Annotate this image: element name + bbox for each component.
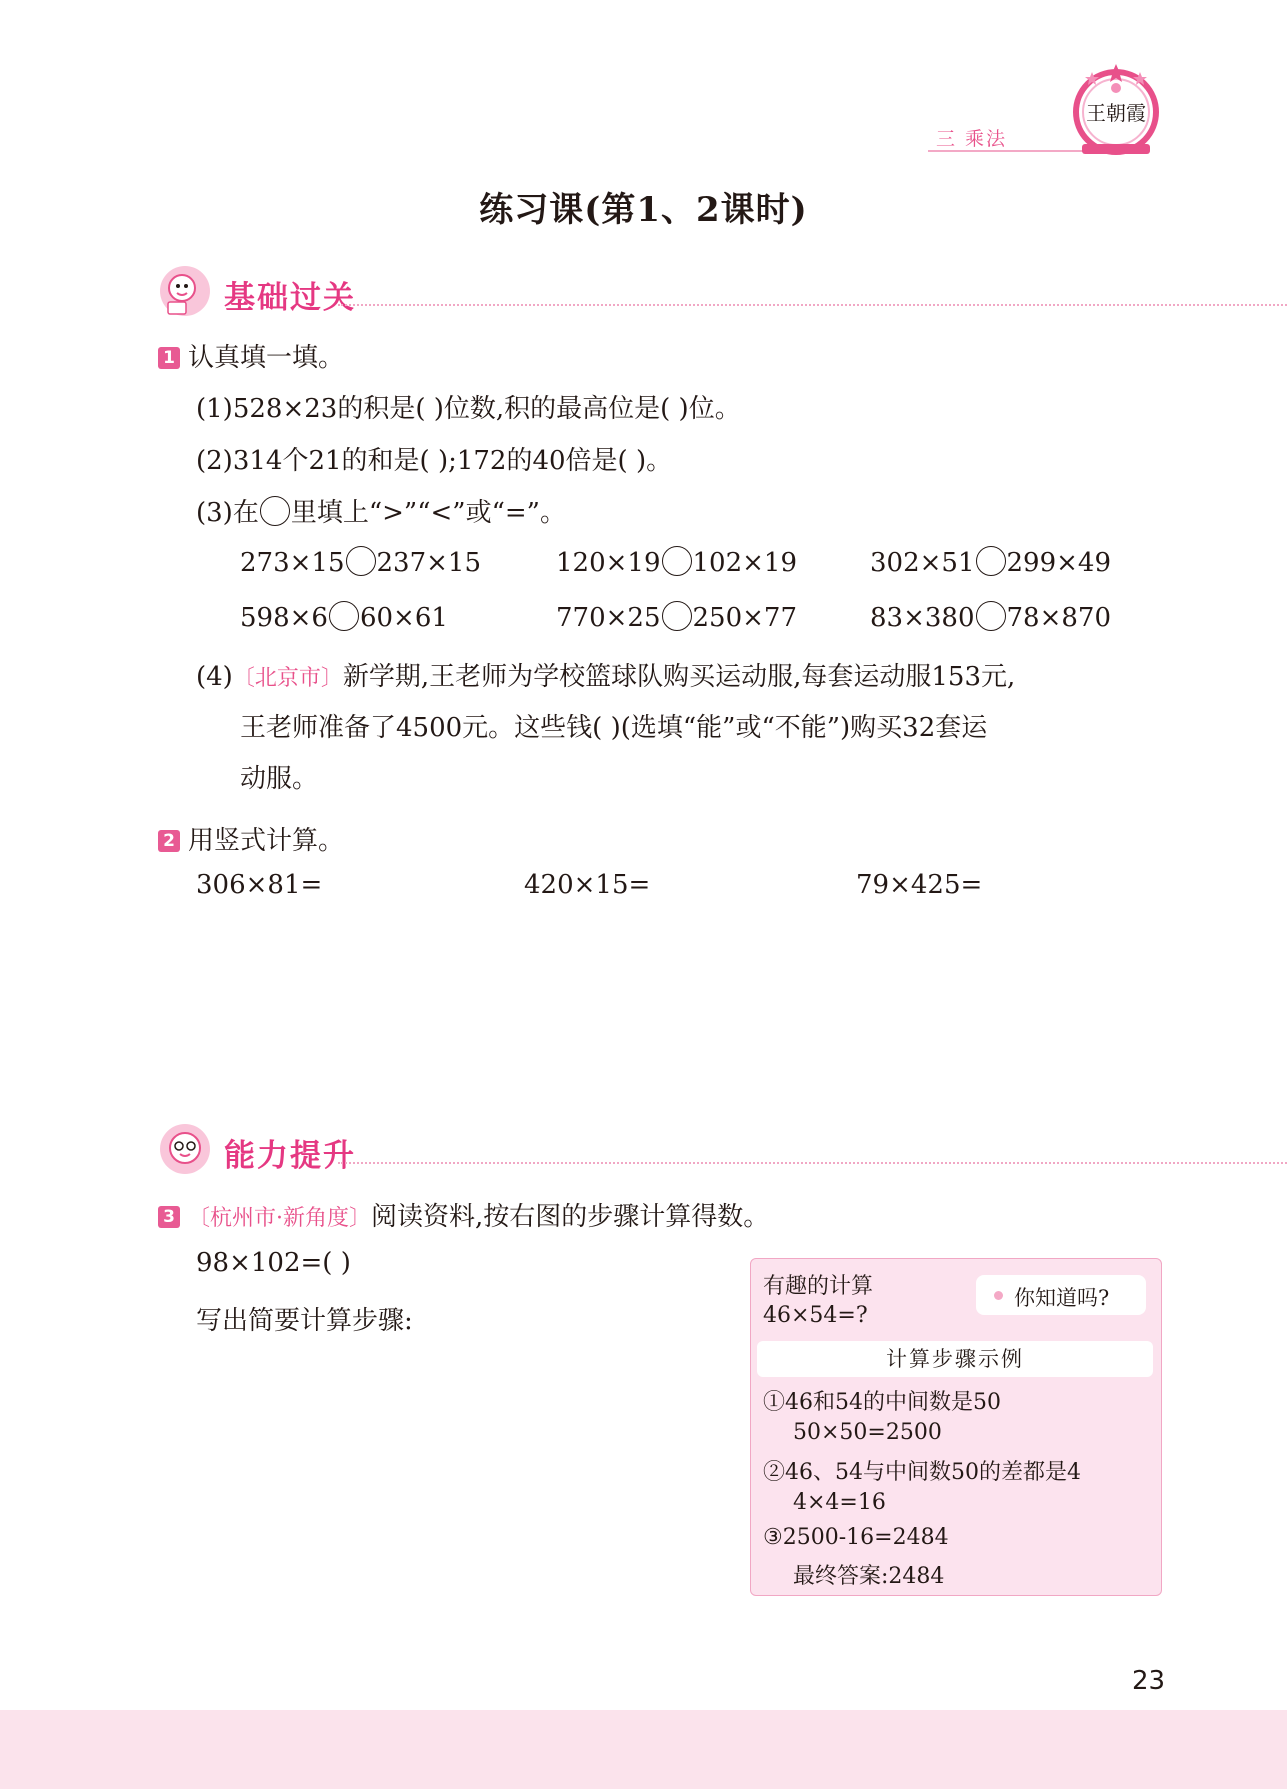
page-title: 练习课(第1、2课时) — [479, 190, 808, 230]
answer-circle[interactable] — [662, 601, 692, 631]
q1-part4-line1: (4)〔北京市〕新学期,王老师为学校篮球队购买运动服,每套运动服153元, — [196, 662, 1016, 692]
q1-part3-a: (3)在 — [196, 498, 259, 528]
q1-part4-line2: 王老师准备了4500元。这些钱( )(选填“能”或“不能”)购买32套运 — [240, 713, 988, 743]
info-step: 50×50=2500 — [793, 1420, 942, 1445]
info-step: ③2500-16=2484 — [763, 1525, 949, 1550]
q1-part4-line3: 动服。 — [240, 764, 319, 794]
page-number: 23 — [1132, 1666, 1166, 1696]
badge-text: 你知道吗? — [1014, 1286, 1110, 1310]
q2-prompt — [158, 820, 344, 857]
info-expression: 46×54=? — [763, 1303, 868, 1328]
q1-part3-b: 里填上“>”“<”或“=”。 — [290, 498, 566, 528]
section-advanced — [158, 1122, 1168, 1182]
did-you-know-badge — [976, 1275, 1146, 1315]
info-step: ②46、54与中间数50的差都是4 — [763, 1460, 1081, 1485]
compare-item: 598×6 60×61 — [240, 603, 448, 633]
footer-band — [0, 1710, 1287, 1789]
info-title: 有趣的计算 — [763, 1274, 874, 1299]
mascot-icon — [158, 1122, 212, 1176]
section-title: 能力提升 — [224, 1138, 356, 1174]
q3-number: 3 — [158, 1206, 180, 1228]
q2-text: 用竖式计算。 — [188, 826, 345, 856]
q3-prompt — [158, 1196, 769, 1233]
q1-number: 1 — [158, 347, 180, 369]
calc-item: 420×15= — [524, 870, 651, 900]
q1-text: 认真填一填。 — [188, 343, 345, 373]
calc-item: 79×425= — [856, 870, 983, 900]
q1-part1: (1)528×23的积是( )位数,积的最高位是( )位。 — [196, 394, 741, 424]
mascot-icon — [158, 264, 212, 318]
compare-item: 273×15 237×15 — [240, 548, 481, 578]
answer-circle[interactable] — [662, 546, 692, 576]
info-box — [750, 1258, 1162, 1596]
info-step: ①46和54的中间数是50 — [763, 1390, 1001, 1415]
logo-text: 王朝霞 — [1086, 101, 1146, 125]
answer-circle[interactable] — [346, 546, 376, 576]
calc-item: 306×81= — [196, 870, 323, 900]
section-title: 基础过关 — [224, 280, 356, 316]
answer-circle[interactable] — [976, 601, 1006, 631]
info-step: 4×4=16 — [793, 1490, 886, 1515]
compare-item: 770×25 250×77 — [556, 603, 797, 633]
example-header: 计算步骤示例 — [757, 1341, 1153, 1377]
source-tag: 〔北京市〕 — [232, 666, 343, 691]
compare-item: 120×19 102×19 — [556, 548, 797, 578]
q1-part3 — [196, 492, 566, 529]
source-tag: 〔杭州市·新角度〕 — [188, 1206, 371, 1231]
section-basic — [158, 264, 1168, 324]
q3-steps-label: 写出简要计算步骤: — [196, 1306, 413, 1336]
compare-circle — [260, 496, 290, 526]
chapter-label: 三 乘法 — [936, 128, 1008, 150]
compare-item: 83×380 78×870 — [870, 603, 1111, 633]
section-divider — [338, 1162, 1287, 1164]
answer-circle[interactable] — [976, 546, 1006, 576]
q2-number: 2 — [158, 830, 180, 852]
q3-text: 阅读资料,按右图的步骤计算得数。 — [371, 1202, 770, 1232]
q1-prompt — [158, 337, 344, 374]
bullet-icon — [994, 1291, 1003, 1300]
brand-logo — [1068, 60, 1164, 156]
q1-part2: (2)314个21的和是( );172的40倍是( )。 — [196, 446, 673, 476]
answer-circle[interactable] — [329, 601, 359, 631]
q3-expression: 98×102=( ) — [196, 1248, 351, 1278]
section-divider — [338, 304, 1287, 306]
info-step: 最终答案:2484 — [793, 1564, 945, 1589]
compare-item: 302×51 299×49 — [870, 548, 1111, 578]
